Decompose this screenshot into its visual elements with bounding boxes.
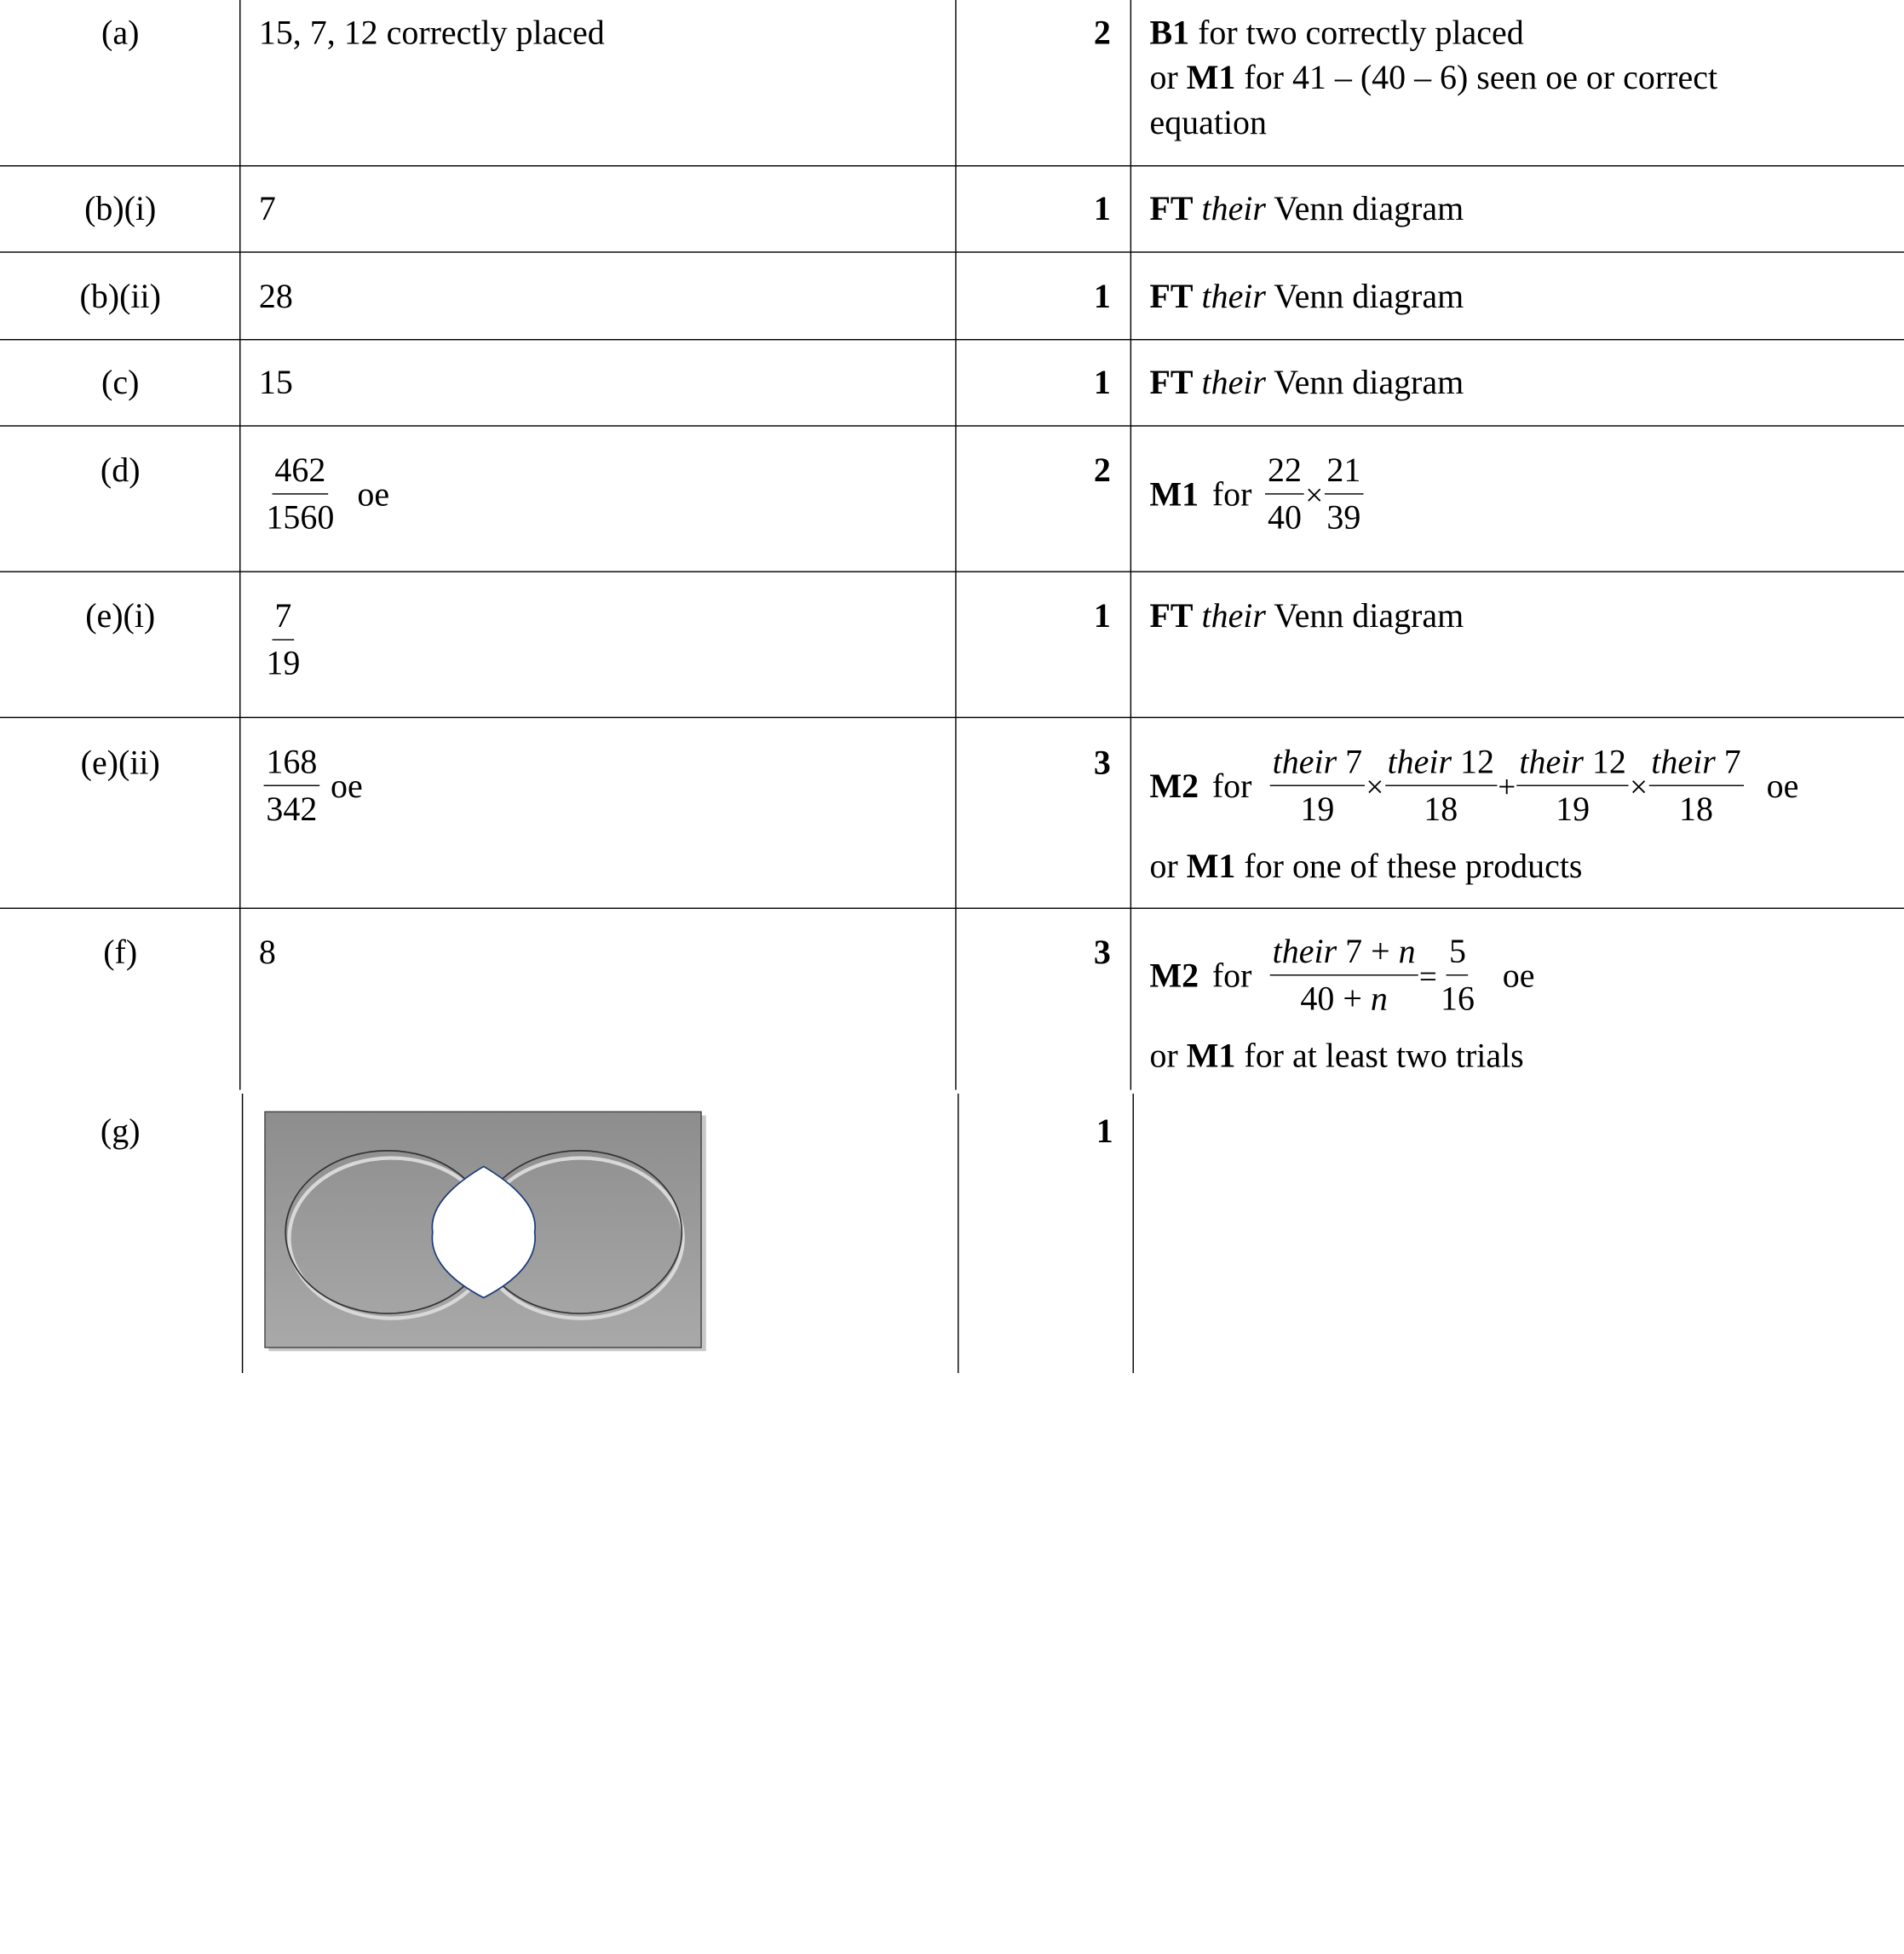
- mark-value: 1: [1093, 278, 1111, 316]
- their-italic: their: [1272, 933, 1337, 971]
- fraction: [264, 451, 337, 537]
- guidance-code: FT: [1149, 278, 1194, 316]
- numerator-value: 7: [1723, 744, 1741, 782]
- guidance-code: B1: [1149, 14, 1190, 53]
- guidance-line: [1149, 11, 1523, 56]
- fraction-denominator: 39: [1326, 499, 1361, 537]
- guidance-code: M2: [1149, 767, 1199, 806]
- guidance-code: M1: [1186, 848, 1236, 886]
- row-divider: [0, 165, 1904, 166]
- mark-value: 3: [1093, 934, 1111, 973]
- guidance-text: for one of these products: [1235, 848, 1583, 886]
- part-label: (e)(ii): [80, 744, 160, 783]
- plus-sign: +: [1498, 768, 1516, 805]
- fraction: [264, 597, 303, 683]
- numerator-value: 12: [1460, 744, 1494, 782]
- fraction-numerator: 168: [264, 746, 320, 786]
- row-divider: [0, 571, 1904, 572]
- part-label: (d): [100, 451, 141, 490]
- denominator-value: 40 +: [1300, 980, 1371, 1019]
- column-divider: [1132, 1094, 1133, 1373]
- fraction: [264, 746, 320, 828]
- guidance-italic: their: [1201, 597, 1266, 636]
- guidance-text: for 41 – (40 – 6) seen oe or correct: [1235, 59, 1718, 98]
- mark-value: 1: [1093, 190, 1111, 229]
- answer-text: 8: [258, 934, 276, 973]
- fraction-numerator: [1648, 746, 1743, 786]
- mark-value: 3: [1093, 744, 1111, 783]
- fraction: [1385, 746, 1497, 828]
- mark-value: 1: [1093, 364, 1111, 403]
- fraction-numerator: 22: [1265, 455, 1304, 495]
- variable-n: n: [1370, 980, 1388, 1019]
- guidance-line: [1149, 274, 1464, 319]
- times-sign: ×: [1630, 768, 1648, 805]
- guidance-italic: their: [1201, 190, 1266, 229]
- fraction: [1517, 746, 1629, 828]
- their-italic: their: [1519, 744, 1584, 782]
- guidance-text: for two correctly placed: [1189, 14, 1524, 53]
- fraction: [1438, 935, 1477, 1017]
- answer-suffix: oe: [357, 476, 390, 514]
- numerator-value: 7 +: [1345, 933, 1399, 971]
- column-divider: [239, 0, 240, 1090]
- answer-text: 7: [258, 190, 276, 229]
- answer-text: 28: [258, 278, 293, 316]
- answer-fraction: [264, 746, 363, 828]
- fraction-denominator: 19: [266, 645, 301, 683]
- fraction-denominator: 18: [1679, 790, 1713, 829]
- guidance-code: FT: [1149, 364, 1194, 403]
- answer-suffix: oe: [331, 767, 363, 806]
- fraction: [1270, 746, 1365, 828]
- guidance-italic: their: [1201, 364, 1266, 403]
- their-italic: their: [1387, 744, 1452, 782]
- row-divider: [0, 717, 1904, 718]
- mark-value: 2: [1093, 14, 1111, 53]
- mark-value: 1: [1096, 1112, 1113, 1151]
- guidance-text: or: [1149, 1037, 1187, 1076]
- fraction-denominator: 342: [266, 790, 318, 829]
- part-label: (a): [101, 14, 140, 53]
- fraction: [1648, 746, 1743, 828]
- fraction-numerator: 462: [273, 455, 329, 495]
- guidance-text: for: [1211, 767, 1252, 806]
- part-label: (b)(i): [84, 190, 157, 229]
- guidance-code: FT: [1149, 190, 1194, 229]
- part-label: (b)(ii): [79, 278, 161, 316]
- fraction-numerator: [1270, 935, 1418, 975]
- fraction-denominator: 19: [1556, 790, 1591, 829]
- guidance-line: [1149, 451, 1363, 537]
- fraction-denominator: 1560: [266, 499, 335, 537]
- part-label: (f): [103, 934, 138, 973]
- fraction-denominator: 40: [1267, 499, 1302, 537]
- numerator-value: 7: [1345, 744, 1363, 782]
- guidance-text: or: [1149, 848, 1187, 886]
- guidance-suffix: oe: [1502, 957, 1535, 996]
- row-divider: [0, 425, 1904, 426]
- guidance-line: [1149, 935, 1534, 1017]
- fraction-numerator: 21: [1325, 455, 1364, 495]
- row-divider: [0, 339, 1904, 340]
- fraction: [1270, 935, 1418, 1017]
- guidance-text: Venn diagram: [1265, 190, 1464, 229]
- their-italic: their: [1272, 744, 1337, 782]
- column-divider: [955, 0, 956, 1090]
- guidance-text: Venn diagram: [1265, 364, 1464, 403]
- guidance-code: M1: [1186, 1037, 1236, 1076]
- guidance-text: for: [1211, 957, 1252, 996]
- column-divider: [1130, 0, 1131, 1090]
- guidance-code: M2: [1149, 957, 1199, 996]
- guidance-text: Venn diagram: [1265, 597, 1464, 636]
- fraction-denominator: [1298, 975, 1390, 1017]
- fraction-numerator: [1385, 746, 1497, 786]
- guidance-italic: their: [1201, 278, 1266, 316]
- fraction-numerator: 7: [273, 601, 295, 641]
- guidance-line: [1149, 595, 1464, 640]
- guidance-line: equation: [1149, 104, 1268, 142]
- fraction: [1265, 451, 1304, 537]
- variable-n: n: [1398, 933, 1416, 971]
- fraction-numerator: 5: [1447, 935, 1469, 975]
- guidance-line: [1149, 746, 1798, 828]
- part-label: (e)(i): [85, 597, 156, 636]
- part-label: (g): [100, 1112, 141, 1151]
- guidance-text: Venn diagram: [1265, 278, 1464, 316]
- guidance-text: for at least two trials: [1235, 1037, 1524, 1076]
- numerator-value: 12: [1591, 744, 1626, 782]
- fraction: [1325, 451, 1364, 537]
- answer-fraction: [264, 451, 390, 537]
- guidance-suffix: oe: [1766, 767, 1799, 806]
- row-divider: [0, 908, 1904, 909]
- equals-sign: =: [1418, 958, 1437, 994]
- guidance-line: [1149, 844, 1582, 889]
- fraction-numerator: [1270, 746, 1365, 786]
- part-label: (c): [101, 364, 140, 403]
- mark-value: 2: [1093, 451, 1111, 490]
- fraction-numerator: [1517, 746, 1629, 786]
- fraction-denominator: 18: [1424, 790, 1458, 829]
- fraction-denominator: 16: [1441, 980, 1475, 1019]
- guidance-text: for: [1211, 476, 1252, 514]
- venn-diagram: [264, 1111, 709, 1353]
- times-sign: ×: [1366, 768, 1384, 805]
- guidance-line: [1149, 187, 1464, 233]
- guidance-text: or: [1149, 59, 1187, 98]
- guidance-line: [1149, 56, 1717, 101]
- row-divider: [0, 251, 1904, 252]
- answer-fraction: [264, 597, 303, 683]
- answer-text: 15, 7, 12 correctly placed: [258, 14, 605, 53]
- guidance-line: [1149, 361, 1464, 406]
- fraction-denominator: 19: [1300, 790, 1335, 829]
- guidance-code: FT: [1149, 597, 1194, 636]
- answer-text: 15: [258, 364, 293, 403]
- guidance-code: M1: [1186, 59, 1236, 98]
- column-divider: [242, 1094, 243, 1373]
- times-sign: ×: [1305, 477, 1324, 513]
- their-italic: their: [1651, 744, 1716, 782]
- guidance-code: M1: [1149, 476, 1199, 514]
- mark-value: 1: [1093, 597, 1111, 636]
- guidance-line: [1149, 1034, 1523, 1079]
